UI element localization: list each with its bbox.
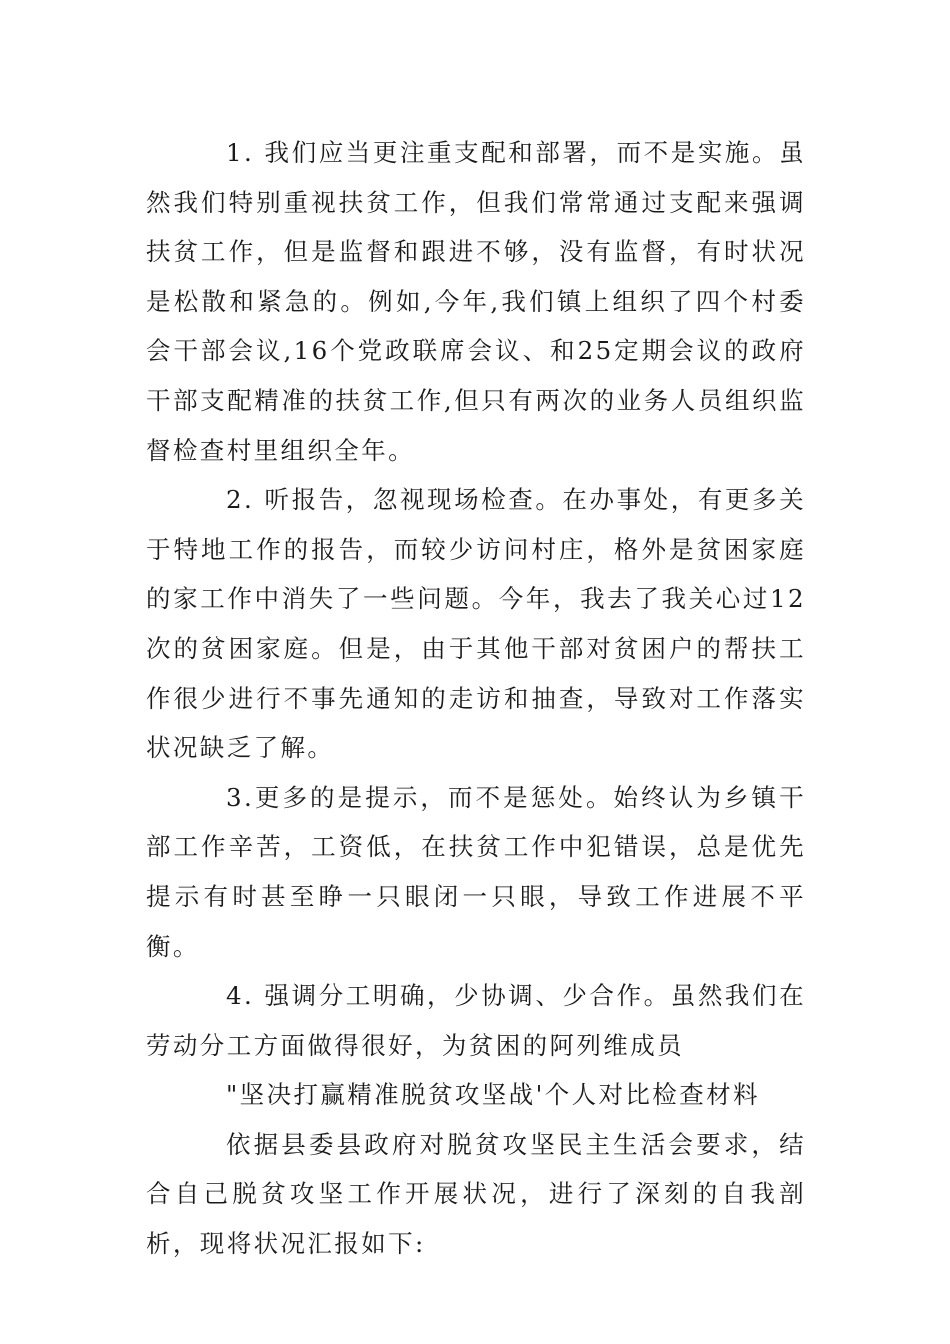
section-title: "坚决打赢精准脱贫攻坚战'个人对比检查材料 — [226, 1080, 760, 1110]
paragraph-3: 3.更多的是提示，而不是惩处。始终认为乡镇干部工作辛苦，工资低，在扶贫工作中犯错误，总是优先提示有时甚至睁一只眼闭一只眼，导致工作进展不平衡。 — [146, 782, 806, 961]
paragraph-4: 4. 强调分工明确，少协调、少合作。虽然我们在劳动分工方面做得很好，为贫困的阿列维成员 — [146, 981, 806, 1060]
paragraph-5: 依据县委县政府对脱贫攻坚民主生活会要求，结合自己脱贫攻坚工作开展状况，进行了深刻的自我剖析，现将状况汇报如下: — [146, 1129, 806, 1259]
document-body — [146, 128, 806, 1269]
paragraph-1: 1. 我们应当更注重支配和部署，而不是实施。虽然我们特别重视扶贫工作，但我们常常通过支配来强调扶贫工作，但是监督和跟进不够，没有监督，有时状况是松散和紧急的。例如,今年,我们镇上组织了四个村委会干部会议,16个党政联席会议、和25定期会议的政府干部支配精准的扶贫工作,但只有两次的业务人员组织监督检查村里组织全年。 — [146, 138, 806, 465]
paragraph-2: 2. 听报告，忽视现场检查。在办事处，有更多关于特地工作的报告，而较少访问村庄，格外是贫困家庭的家工作中消失了一些问题。今年，我去了我关心过12次的贫困家庭。但是，由于其他干部对贫困户的帮扶工作很少进行不事先通知的走访和抽查，导致对工作落实状况缺乏了解。 — [146, 485, 806, 763]
